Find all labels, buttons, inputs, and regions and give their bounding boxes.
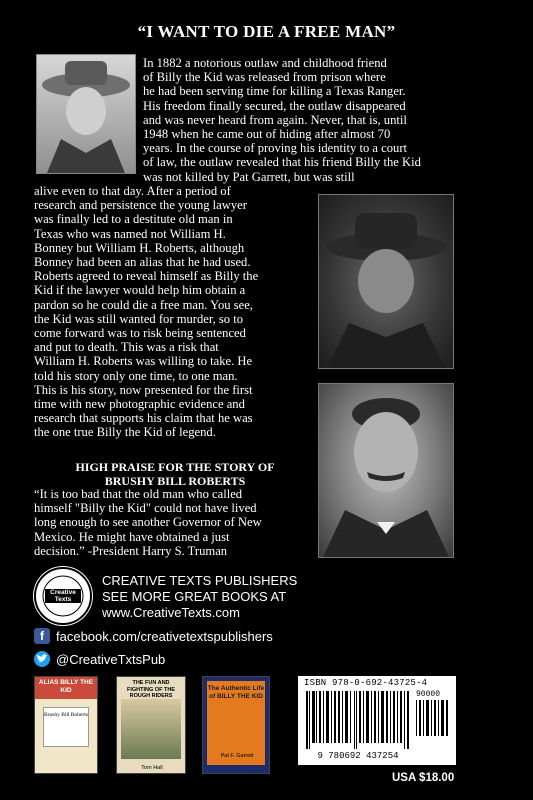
body-line: of law, the outlaw revealed that his friend Billy the Kid: [143, 155, 421, 170]
body-line: was finally led to a destitute old man in: [34, 212, 233, 227]
twitter-handle: @CreativeTxtsPub: [56, 651, 166, 667]
quote-line: Mexico. He might have obtained a just: [34, 529, 230, 544]
book-title: ALIAS BILLY THE KID: [35, 677, 97, 699]
facebook-url: facebook.com/creativetextspublishers: [56, 628, 273, 644]
book-author: Tom Hall: [141, 765, 163, 771]
body-line: 1948 when he came out of hiding after almost 70: [143, 127, 391, 142]
photo-old-man-portrait: [36, 54, 136, 174]
quote-line: decision.” -President Harry S. Truman: [34, 543, 228, 558]
isbn-text: ISBN 978-0-692-43725-4: [304, 678, 428, 688]
body-line: pardon so he could die a free man. You see,: [34, 297, 253, 312]
body-line: the Kid was still wanted for murder, so to: [34, 311, 244, 326]
body-line: Roberts agreed to reveal himself as Billy the: [34, 269, 259, 284]
body-line: of Billy the Kid was released from prison where: [143, 70, 386, 85]
body-line: This is his story, now presented for the first: [34, 382, 253, 397]
facebook-icon: f: [34, 628, 50, 644]
book-illustration: [121, 699, 181, 759]
body-line: research and persistence the young lawyer: [34, 198, 247, 213]
body-line: the one true Billy the Kid of legend.: [34, 425, 216, 440]
barcode-bars: [306, 691, 410, 749]
praise-title-line: HIGH PRAISE FOR THE STORY OF: [75, 460, 275, 474]
body-line: In 1882 a notorious outlaw and childhood friend: [143, 56, 387, 70]
publisher-name: CREATIVE TEXTS PUBLISHERS: [102, 573, 298, 588]
book-title: The Authentic Life of BILLY THE KID: [207, 681, 265, 765]
body-line: and put to death. This was a risk that: [34, 340, 219, 355]
truman-quote: [34, 487, 316, 558]
photo-young-man-portrait: [318, 383, 454, 558]
photo-tintype-billy-the-kid: [318, 194, 454, 369]
body-line: he had been serving time for killing a Texas Ranger.: [143, 84, 406, 99]
body-line: William H. Roberts was willing to take. He: [34, 354, 253, 369]
body-line: was not killed by Pat Garrett, but was still: [143, 169, 355, 184]
facebook-link[interactable]: [34, 628, 273, 644]
publisher-seal-logo: [33, 566, 93, 626]
publisher-website-link[interactable]: www.CreativeTexts.com: [102, 605, 240, 620]
body-line: alive even to that day. After a period of: [34, 184, 231, 198]
isbn-barcode: [298, 676, 456, 765]
book-thumbnail-authentic-life[interactable]: [202, 676, 270, 774]
book-thumbnail-alias-billy-the-kid[interactable]: [34, 676, 98, 774]
body-line: His freedom finally secured, the outlaw disappeared: [143, 98, 406, 113]
body-line: Bonney had been an alias that he had used.: [34, 255, 251, 270]
publisher-seal-text: Creative Texts: [50, 589, 76, 603]
body-text-main: [34, 184, 312, 440]
body-line: years. In the course of proving his identity to a court: [143, 141, 408, 156]
price-addon-code: 90000: [416, 690, 441, 699]
twitter-link[interactable]: [34, 651, 165, 667]
book-author: Pat F. Garrett: [220, 753, 254, 759]
body-line: time with new photographic evidence and: [34, 397, 245, 412]
quote-line: himself "Billy the Kid" could not have lived: [34, 501, 257, 516]
addon-barcode-bars: [416, 700, 450, 736]
body-line: Bonney but William H. Roberts, although: [34, 240, 245, 255]
book-title: THE FUN AND FIGHTING OF THE ROUGH RIDERS: [127, 680, 175, 699]
body-line: come forward was to risk being sentenced: [34, 326, 246, 341]
barcode-digits: 9 780692 437254: [317, 751, 399, 761]
body-line: Kid if the lawyer would help him obtain a: [34, 283, 246, 298]
price-label: USA $18.00: [392, 772, 455, 784]
body-line: research that supports his claim that he was: [34, 411, 253, 426]
body-line: and was never heard from again. Never, that is, until: [143, 112, 407, 127]
headline: “I WANT TO DIE A FREE MAN”: [137, 22, 396, 41]
publisher-info: [102, 573, 297, 621]
body-line: Texas who was named not William H.: [34, 226, 226, 241]
twitter-icon: [34, 651, 50, 667]
body-text-top: [143, 56, 461, 184]
praise-title-line: BRUSHY BILL ROBERTS: [104, 474, 246, 488]
body-line: told his story only one time, to one man.: [34, 368, 238, 383]
publisher-tagline: SEE MORE GREAT BOOKS AT: [102, 589, 287, 604]
book-inner-text: Brushy Bill Roberts: [43, 707, 89, 747]
quote-line: “It is too bad that the old man who called: [34, 487, 243, 501]
quote-line: long enough to see another Governor of New: [34, 515, 262, 530]
book-thumbnail-rough-riders[interactable]: [116, 676, 186, 774]
praise-title: [40, 460, 310, 488]
